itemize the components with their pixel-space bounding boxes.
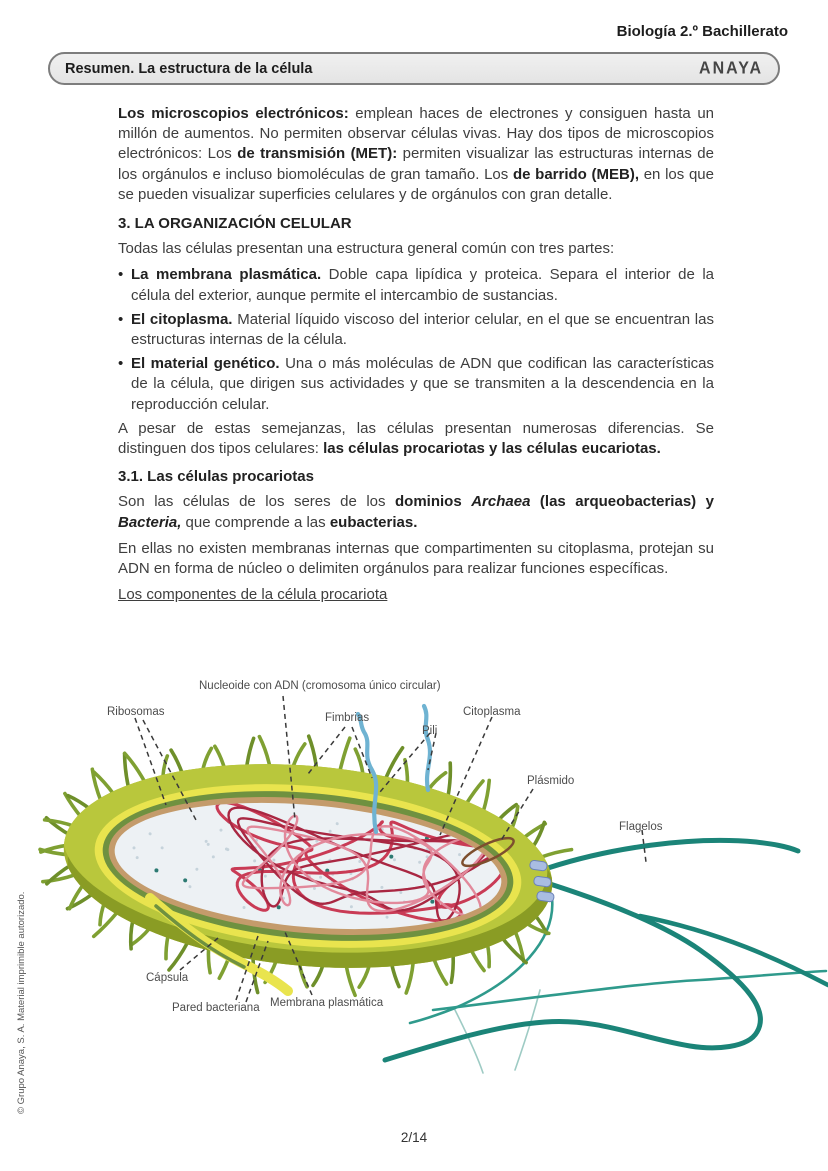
anaya-logo: ANAYA xyxy=(699,58,763,78)
label-fimbrias: Fimbrias xyxy=(325,712,370,724)
page-number: 2/14 xyxy=(400,1130,428,1145)
course-title: Biología 2.º Bachillerato xyxy=(616,23,788,40)
title-bar xyxy=(48,52,780,85)
paragraph: Son las células de los seres de los dominios Archaea (las arqueobacterias) y Bacteria, que comprende a las eubacterias. xyxy=(118,493,715,531)
label-membrana-plasmatica: Membrana plasmática xyxy=(270,997,384,1009)
label-capsula: Cápsula xyxy=(146,972,189,984)
prokaryote-diagram xyxy=(0,670,828,1100)
bullet-item: • El material genético. Una o más moléculas de ADN que codifican las características de la célula, que dirigen sus actividades y que se transmiten a la descendencia en la reproducción celular. xyxy=(118,354,714,415)
prokaryote-cell-illustration xyxy=(0,670,828,1100)
paragraph: Los componentes de la célula procariota xyxy=(118,586,388,604)
bullet-marker: • xyxy=(118,355,124,373)
paragraph: En ellas no existen membranas internas que compartimenten su citoplasma, protejan su ADN en forma de núcleo o delimiten orgánulos para realizar funciones específicas. xyxy=(118,539,714,578)
bullet-item: • La membrana plasmática. Doble capa lipídica y proteica. Separa el interior de la célula del exterior, aunque permite el intercambio de sustancias. xyxy=(118,265,714,305)
label-pared-bacteriana: Pared bacteriana xyxy=(172,1002,260,1014)
body-text xyxy=(118,104,714,611)
label-citoplasma: Citoplasma xyxy=(463,706,521,718)
bullet-item: • El citoplasma. Material líquido viscoso del interior celular, en el que se encuentran las estructuras internas de la célula. xyxy=(118,310,714,350)
label-pili: Pili xyxy=(422,725,438,737)
label-flagelos: Flagelos xyxy=(619,821,663,833)
page-title: Resumen. La estructura de la célula xyxy=(65,60,313,77)
section-heading: 3.1. Las células procariotas xyxy=(118,468,314,486)
bullet-marker: • xyxy=(118,310,124,328)
paragraph: Todas las células presentan una estructura general común con tres partes: xyxy=(118,240,615,258)
paragraph: A pesar de estas semejanzas, las células presentan numerosas diferencias. Se distinguen dos tipos celulares: las células procariotas y las células eucariotas. xyxy=(118,419,714,458)
bullet-marker: • xyxy=(118,266,124,284)
paragraph: Los microscopios electrónicos: emplean haces de electrones y consiguen hasta un millón de aumentos. No permiten observar células vivas. Hay dos tipos de microscopios electrónicos: Los de transmisión (MET): permiten visualizar las estructuras internas de los orgánulos e incluso biomoléculas de gran tamaño. Los de barrido (MEB), en los que se pueden visualizar superficies celulares y de orgánulos con gran detalle. xyxy=(118,105,714,203)
label-nucleoide: Nucleoide con ADN (cromosoma único circular) xyxy=(199,680,441,692)
copyright-notice: © Grupo Anaya, S. A. Material imprimible autorizado. xyxy=(16,891,27,1114)
label-plasmido: Plásmido xyxy=(527,775,575,787)
label-ribosomas: Ribosomas xyxy=(107,706,165,718)
section-heading: 3. LA ORGANIZACIÓN CELULAR xyxy=(118,215,352,233)
